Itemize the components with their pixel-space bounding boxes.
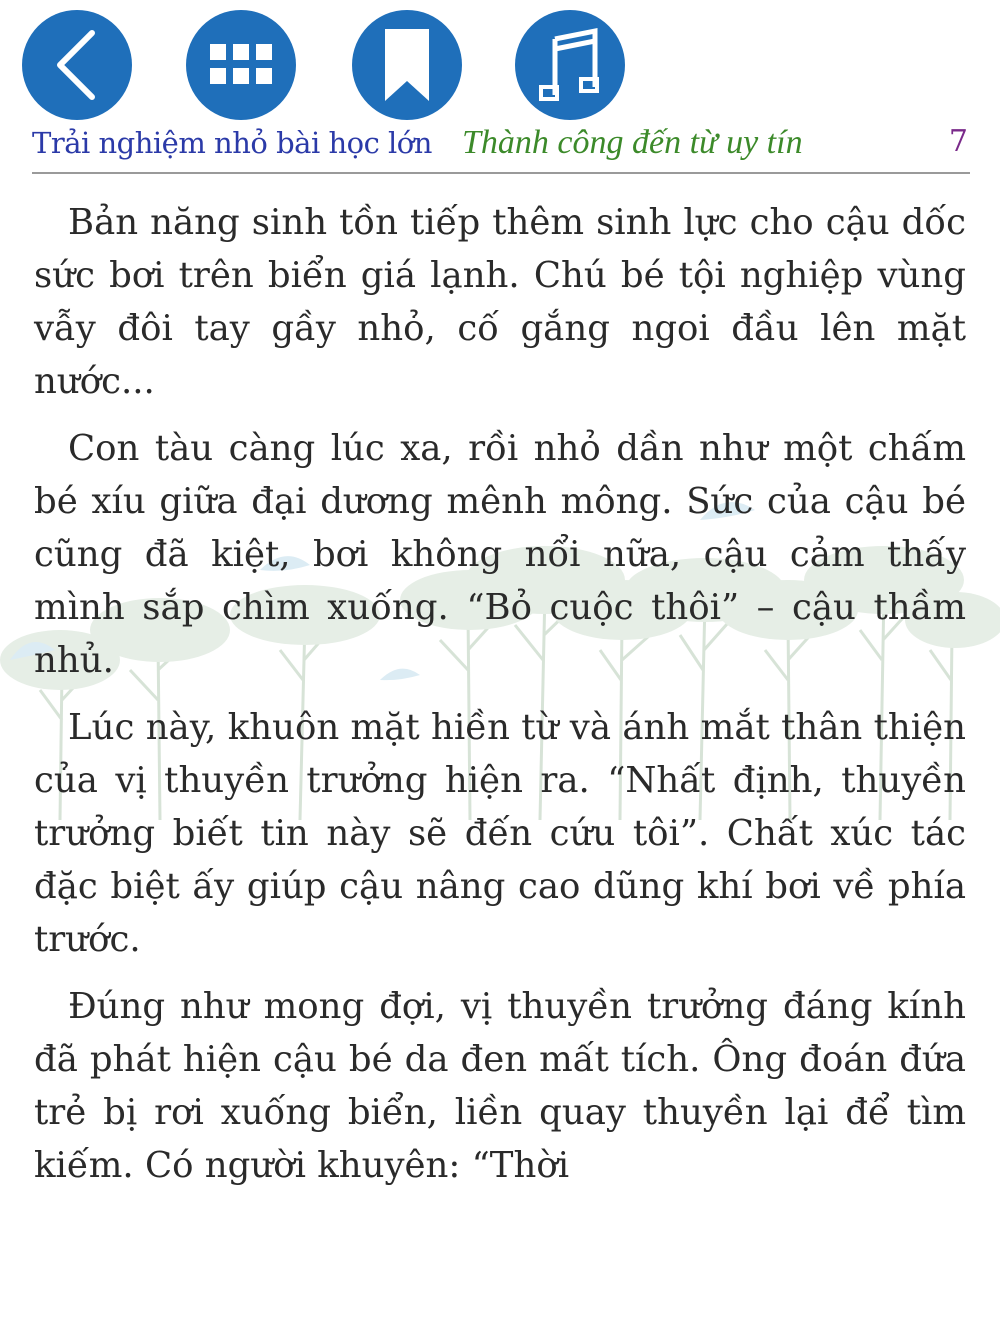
menu-grid-button[interactable] bbox=[186, 10, 296, 120]
chapter-title: Thành công đến từ uy tín bbox=[462, 124, 803, 161]
back-button[interactable] bbox=[22, 10, 132, 120]
paragraph: Lúc này, khuôn mặt hiền từ và ánh mắt thân thiện của vị thuyền trưởng hiện ra. “Nhất định, thuyền trưởng biết tin này sẽ đến cứu tôi”. Chất xúc tác đặc biệt ấy giúp cậu nâng cao dũng khí bơi về phía trước. bbox=[34, 707, 966, 960]
grid-icon bbox=[206, 40, 276, 90]
chevron-left-icon bbox=[42, 25, 112, 105]
bookmark-button[interactable] bbox=[352, 10, 462, 120]
book-title: Trải nghiệm nhỏ bài học lớn bbox=[32, 126, 432, 160]
page-content bbox=[34, 196, 966, 1206]
bookmark-icon bbox=[377, 25, 437, 105]
paragraph: Đúng như mong đợi, vị thuyền trưởng đáng kính đã phát hiện cậu bé da đen mất tích. Ông đoán đứa trẻ bị rơi xuống biển, liền quay thuyền lại để tìm kiếm. Có người khuyên: “Thời bbox=[34, 986, 966, 1186]
paragraph: Bản năng sinh tồn tiếp thêm sinh lực cho cậu dốc sức bơi trên biển giá lạnh. Chú bé tội nghiệp vùng vẫy đôi tay gầy nhỏ, cố gắng ngoi đầu lên mặt nước... bbox=[34, 202, 966, 402]
toolbar bbox=[0, 0, 1000, 120]
paragraph: Con tàu càng lúc xa, rồi nhỏ dần như một chấm bé xíu giữa đại dương mênh mông. Sức của cậu bé cũng đã kiệt, bơi không nổi nữa, cậu cảm thấy mình sắp chìm xuống. “Bỏ cuộc thôi” – cậu thầm nhủ. bbox=[34, 428, 966, 681]
page-number: 7 bbox=[948, 124, 968, 159]
page-header bbox=[32, 124, 970, 174]
music-button[interactable] bbox=[515, 10, 625, 120]
music-note-icon bbox=[535, 25, 605, 105]
